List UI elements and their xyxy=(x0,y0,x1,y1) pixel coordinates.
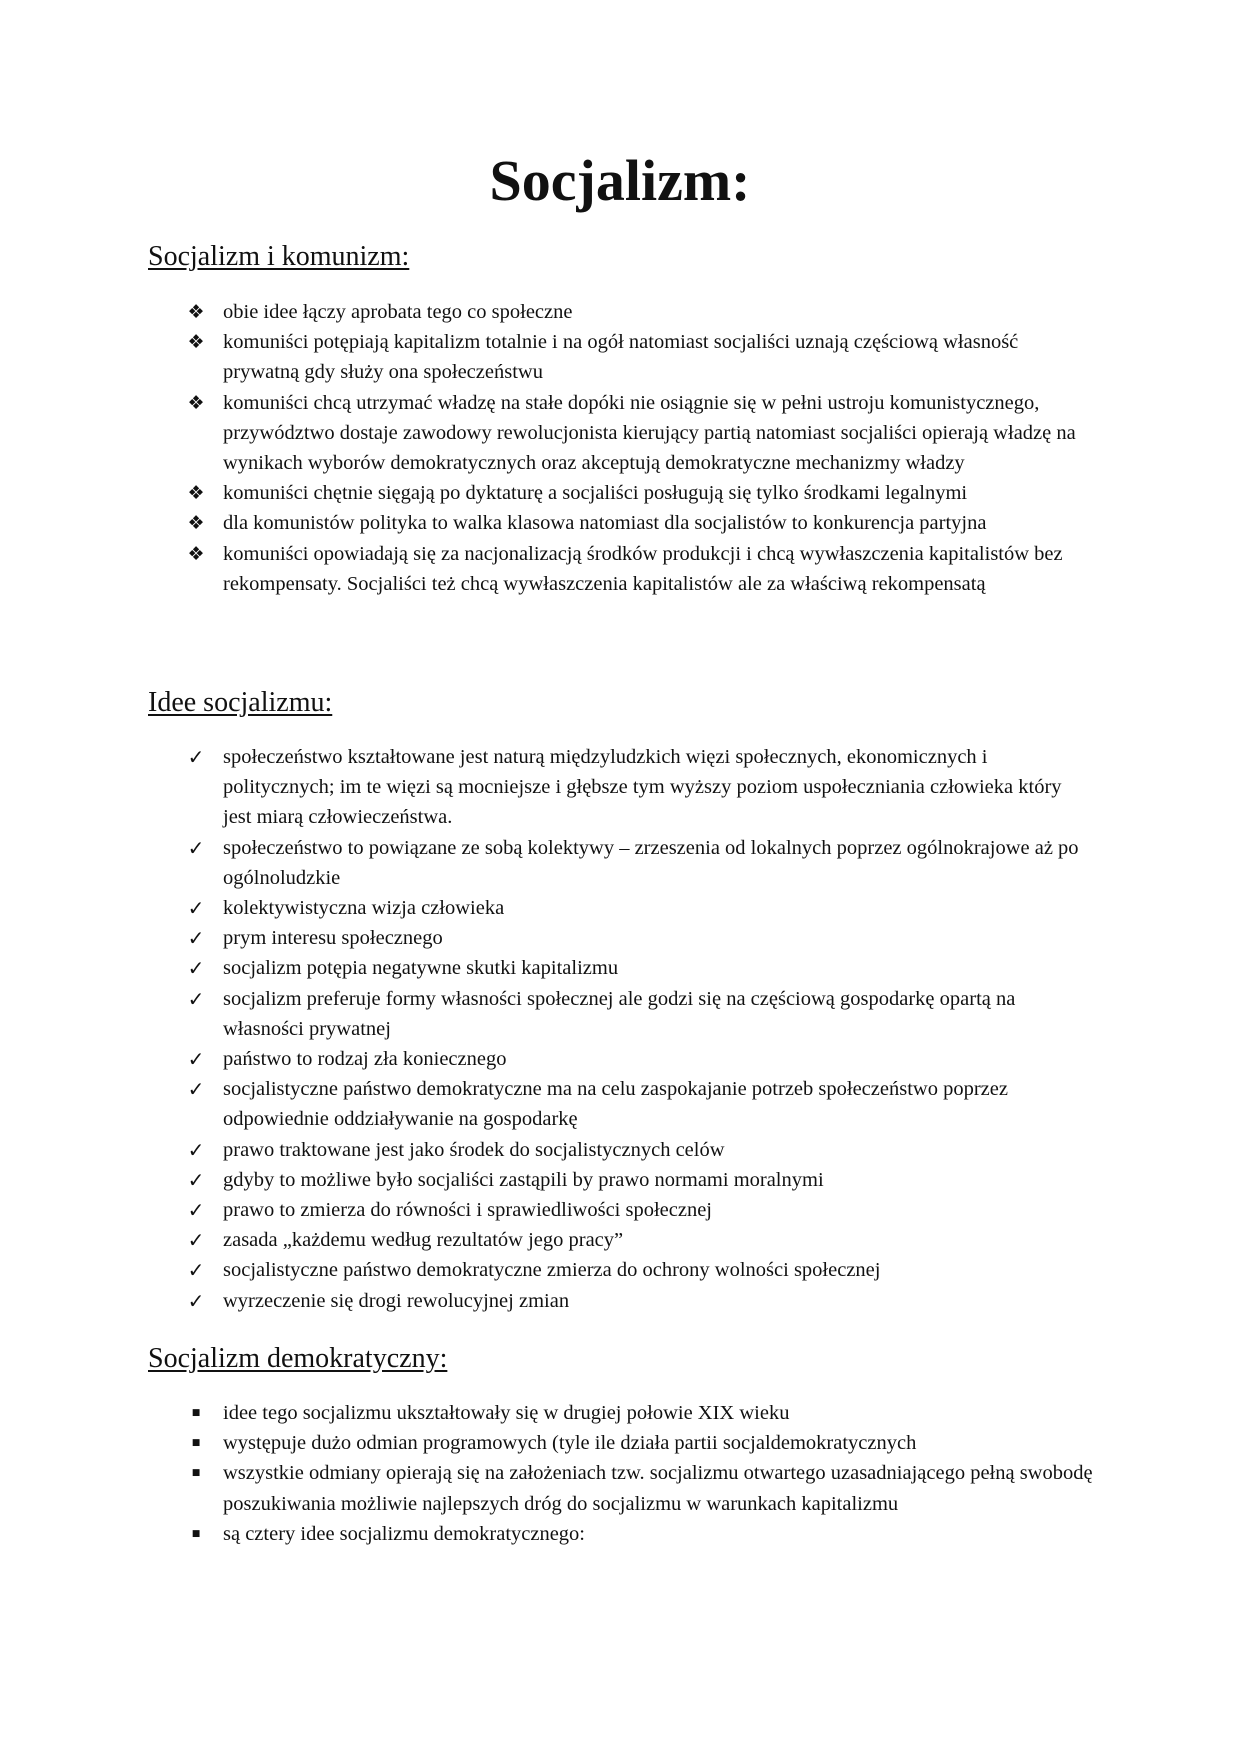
checkmark-bullet-icon: ✓ xyxy=(187,986,205,1011)
list-item xyxy=(0,388,1093,479)
list-item xyxy=(0,1195,1093,1225)
list-item-text: komuniści chętnie sięgają po dyktaturę a socjaliści posługują się tylko środkami legalnymi xyxy=(223,482,968,505)
list-item xyxy=(0,1044,1093,1074)
checkmark-bullet-icon: ✓ xyxy=(187,956,205,981)
square-bullet-icon: ■ xyxy=(191,1408,201,1418)
list-item xyxy=(0,833,1093,893)
checkmark-bullet-icon: ✓ xyxy=(187,745,205,769)
list-item xyxy=(0,297,1093,327)
square-bullet-icon: ■ xyxy=(191,1528,201,1539)
list-socjalizm-demokratyczny xyxy=(0,1398,1240,1549)
diamond-bullet-icon: ❖ xyxy=(187,391,205,414)
checkmark-bullet-icon: ✓ xyxy=(187,1077,205,1102)
list-item xyxy=(0,539,1093,599)
list-item-text: dla komunistów polityka to walka klasowa natomiast dla socjalistów to konkurencja partyjna xyxy=(223,512,987,535)
list-item-text: socjalistyczne państwo demokratyczne zmierza do ochrony wolności społecznej xyxy=(223,1259,881,1282)
list-item xyxy=(0,1398,1093,1428)
list-item-text: socjalizm preferuje formy własności społecznej ale godzi się na częściową gospodarkę opartą na własności prywatnej xyxy=(223,987,1016,1040)
section-heading-idee-socjalizmu: Idee socjalizmu: xyxy=(148,687,333,718)
diamond-bullet-icon: ❖ xyxy=(187,331,205,354)
list-item-text: kolektywistyczna wizja człowieka xyxy=(223,897,505,920)
list-item-text: komuniści opowiadają się za nacjonalizacją środków produkcji i chcą wywłaszczenia kapitalistów bez rekompensaty. Socjaliści też chcą wywłaszczenia kapitalistów ale za właściwą rekompensatą xyxy=(223,542,1063,595)
list-item-text: społeczeństwo kształtowane jest naturą międzyludzkich więzi społecznych, ekonomicznych i politycznych; im te więzi są mocniejsze i głębsze tym wyższy poziom uspołeczniania człowieka który jest miarą człowieczeństwa. xyxy=(223,746,1062,829)
diamond-bullet-icon: ❖ xyxy=(187,542,205,565)
list-item-text: są cztery idee socjalizmu demokratycznego: xyxy=(223,1522,586,1545)
checkmark-bullet-icon: ✓ xyxy=(187,896,205,921)
list-idee-socjalizmu xyxy=(0,742,1240,1316)
list-item xyxy=(0,1074,1093,1134)
checkmark-bullet-icon: ✓ xyxy=(187,835,205,860)
list-item xyxy=(0,1428,1093,1458)
list-item xyxy=(0,327,1093,387)
list-item-text: występuje dużo odmian programowych (tyle ile działa partii socjaldemokratycznych xyxy=(223,1432,917,1455)
list-item xyxy=(0,1286,1093,1316)
section-heading-socjalizm-i-komunizm: Socjalizm i komunizm: xyxy=(148,241,410,272)
checkmark-bullet-icon: ✓ xyxy=(187,1167,205,1192)
list-item-text: socjalizm potępia negatywne skutki kapitalizmu xyxy=(223,957,619,980)
square-bullet-icon: ■ xyxy=(191,1468,201,1479)
list-item-text: państwo to rodzaj zła koniecznego xyxy=(223,1048,507,1071)
diamond-bullet-icon: ❖ xyxy=(187,482,205,505)
list-item xyxy=(0,1165,1093,1195)
diamond-bullet-icon: ❖ xyxy=(187,301,205,323)
list-item-text: socjalistyczne państwo demokratyczne ma na celu zaspokajanie potrzeb społeczeństwo poprzez odpowiednie oddziaływanie na gospodarkę xyxy=(223,1078,1008,1131)
list-item xyxy=(0,1458,1093,1518)
list-item xyxy=(0,1225,1093,1255)
list-item-text: gdyby to możliwe było socjaliści zastąpili by prawo normami moralnymi xyxy=(223,1168,824,1191)
list-item-text: prym interesu społecznego xyxy=(223,927,443,950)
diamond-bullet-icon: ❖ xyxy=(187,512,205,535)
list-item xyxy=(0,923,1093,953)
list-item xyxy=(0,1255,1093,1285)
section-heading-socjalizm-demokratyczny: Socjalizm demokratyczny: xyxy=(148,1343,448,1374)
checkmark-bullet-icon: ✓ xyxy=(187,1198,205,1223)
list-item-text: komuniści chcą utrzymać władzę na stałe dopóki nie osiągnie się w pełni ustroju komunistycznego, przywództwo dostaje zawodowy rewolucjonista kierujący partią natomiast socjaliści opierają władzę na wynikach wyborów demokratycznych oraz akceptują demokratyczne mechanizmy władzy xyxy=(223,391,1076,475)
square-bullet-icon: ■ xyxy=(191,1438,201,1449)
list-item xyxy=(0,1135,1093,1165)
list-item xyxy=(0,742,1093,833)
list-item xyxy=(0,1519,1093,1549)
list-socjalizm-i-komunizm xyxy=(0,297,1240,599)
list-item-text: zasada „każdemu według rezultatów jego pracy” xyxy=(223,1229,624,1252)
list-item-text: prawo traktowane jest jako środek do socjalistycznych celów xyxy=(223,1138,725,1161)
list-item-text: społeczeństwo to powiązane ze sobą kolektywy – zrzeszenia od lokalnych poprzez ogólnokrajowe aż po ogólnoludzkie xyxy=(223,836,1079,889)
checkmark-bullet-icon: ✓ xyxy=(187,926,205,951)
list-item-text: prawo to zmierza do równości i sprawiedliwości społecznej xyxy=(223,1199,712,1222)
list-item-text: idee tego socjalizmu ukształtowały się w drugiej połowie XIX wieku xyxy=(223,1402,790,1424)
list-item xyxy=(0,893,1093,923)
checkmark-bullet-icon: ✓ xyxy=(187,1047,205,1072)
list-item-text: komuniści potępiają kapitalizm totalnie i na ogół natomiast socjaliści uznają częściową własność prywatną gdy służy ona społeczeństwu xyxy=(223,331,1019,384)
checkmark-bullet-icon: ✓ xyxy=(187,1258,205,1283)
list-item-text: wyrzeczenie się drogi rewolucyjnej zmian xyxy=(223,1289,570,1312)
page-title: Socjalizm: xyxy=(489,148,751,213)
list-item xyxy=(0,984,1093,1044)
list-item-text: wszystkie odmiany opierają się na założeniach tzw. socjalizmu otwartego uzasadniającego pełną swobodę poszukiwania możliwie najlepszych dróg do socjalizmu w warunkach kapitalizmu xyxy=(223,1462,1093,1515)
list-item-text: obie idee łączy aprobata tego co społeczne xyxy=(223,301,573,323)
list-item xyxy=(0,508,1093,538)
checkmark-bullet-icon: ✓ xyxy=(187,1137,205,1162)
checkmark-bullet-icon: ✓ xyxy=(187,1288,205,1313)
list-item xyxy=(0,953,1093,983)
list-item xyxy=(0,478,1093,508)
checkmark-bullet-icon: ✓ xyxy=(187,1228,205,1253)
